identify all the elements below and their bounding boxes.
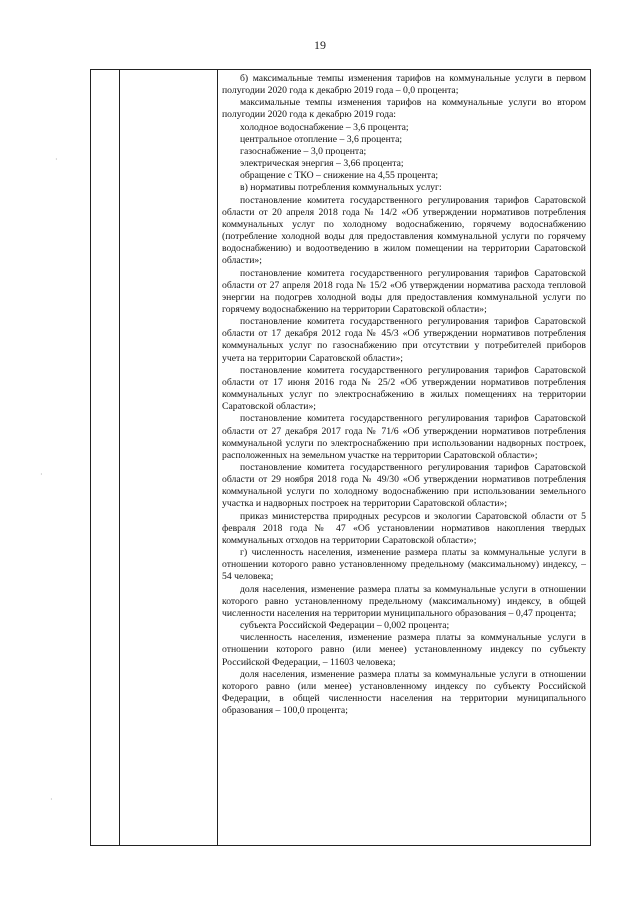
paragraph: постановление комитета государственного регулирования тарифов Саратовской области от 17 июня 2016 года № 25/2 «Об утверждении нормативов потребления коммунальных услуг по электроснабжению в жилых помещениях на территории Саратовской области»; [222,364,586,413]
paragraph: центральное отопление – 3,6 процента; [240,133,403,145]
table-column-divider [119,70,120,845]
paragraph: субъекта Российской Федерации – 0,002 процента; [240,620,450,632]
paragraph: в) нормативы потребления коммунальных услуг: [240,182,442,194]
document-table [90,69,591,846]
paragraph: постановление комитета государственного регулирования тарифов Саратовской области от 27 декабря 2017 года № 71/6 «Об утверждении нормативов потребления коммунальной услуги по электроснабжению при использовании надворных построек, расположенных на земельном участке на территории Саратовской области»; [222,413,586,461]
scan-speck: · [40,470,43,479]
paragraph: приказ министерства природных ресурсов и экологии Саратовской области от 5 февраля 2018 года № 47 «Об установлении нормативов накопления твердых коммунальных отходов на территории Саратовской области»; [222,510,586,546]
paragraph: постановление комитета государственного регулирования тарифов Саратовской области от 17 декабря 2012 года № 45/3 «Об утверждении нормативов потребления коммунальных услуг по газоснабжению при отсутствии у потребителей приборов учета на территории Саратовской области»; [222,316,586,364]
paragraph: постановление комитета государственного регулирования тарифов Саратовской области от 20 апреля 2018 года № 14/2 «Об утверждении нормативов потребления коммунальных услуг по холодному водоснабжению, горячему водоснабжению (потребление холодной воды для предоставления коммунальной услуги по горячему водоснабжению) и водоотведению в жилом помещении на территории Саратовской области»; [222,194,586,267]
paragraph: численность населения, изменение размера платы за коммунальные услуги в отношении которого равно (или менее) установленному индексу по субъекту Российской Федерации, – 11603 человека; [222,632,586,668]
page-number: 19 [314,38,326,52]
scan-speck: · [50,795,53,804]
paragraph: б) максимальные темпы изменения тарифов на коммунальные услуги в первом полугодии 2020 года к декабрю 2019 года – 0,0 процента; [222,73,586,97]
paragraph: постановление комитета государственного регулирования тарифов Саратовской области от 27 апреля 2018 года № 15/2 «Об утверждении норматива расхода тепловой энергии на подогрев холодной воды для предоставления коммунальной услуги по горячему водоснабжению на территории Саратовской области»; [222,267,586,315]
paragraph: электрическая энергия – 3,66 процента; [240,158,404,170]
table-text-cell [218,70,590,845]
paragraph: доля населения, изменение размера платы за коммунальные услуги в отношении которого равно установленному предельному (максимальному) индексу, в общей численности населения на территории муниципального образования – 0,47 процента; [222,583,586,619]
paragraph: газоснабжение – 3,0 процента; [240,145,367,157]
paragraph: г) численность населения, изменение размера платы за коммунальные услуги в отношении которого равно установленному предельному (максимальному) индексу, – 54 человека; [222,547,586,583]
paragraph: холодное водоснабжение – 3,6 процента; [240,121,409,133]
scan-speck: · [55,155,58,164]
paragraph: доля населения, изменение размера платы за коммунальные услуги в отношении которого равно (или менее) установленному индексу по субъекту Российской Федерации, в общей численности населения на территории муниципального образования – 100,0 процента; [222,668,586,717]
paragraph: постановление комитета государственного регулирования тарифов Саратовской области от 29 ноября 2018 года № 49/30 «Об утверждении нормативов потребления коммунальной услуги по холодному водоснабжению при использовании земельного участка и надворных построек на территории Саратовской области»; [222,462,586,510]
paragraph: максимальные темпы изменения тарифов на коммунальные услуги во втором полугодии 2020 года к декабрю 2019 года: [222,97,586,121]
paragraph: обращение с ТКО – снижение на 4,55 процента; [240,170,439,182]
